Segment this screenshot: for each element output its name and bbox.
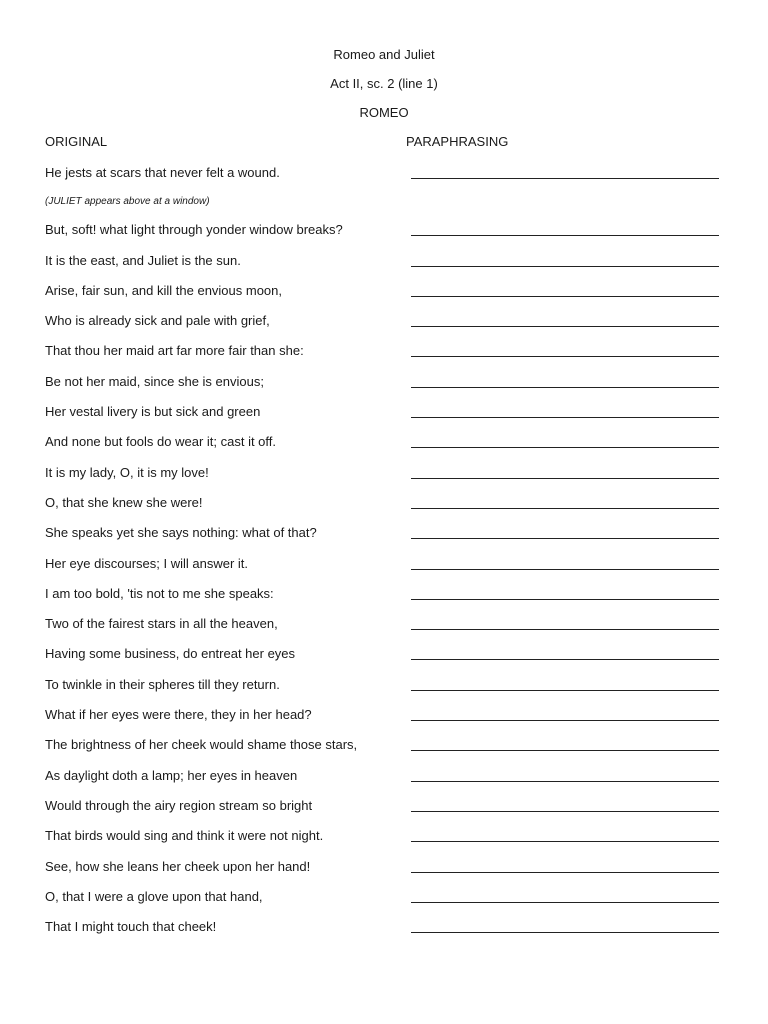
original-line-text: I am too bold, 'tis not to me she speaks: (45, 585, 274, 601)
line-row (0, 493, 768, 523)
original-line-text: But, soft! what light through yonder window breaks? (45, 222, 343, 238)
original-line-text: Would through the airy region stream so bright (45, 797, 313, 813)
paraphrase-blank-line[interactable] (411, 569, 719, 570)
line-row (0, 614, 768, 644)
paraphrase-blank-line[interactable] (411, 538, 719, 539)
original-line-text: That I might touch that cheek! (45, 919, 217, 935)
paraphrase-blank-line[interactable] (411, 235, 719, 236)
original-line-text: To twinkle in their spheres till they return. (45, 676, 280, 692)
line-row (0, 554, 768, 584)
original-line-text: O, that I were a glove upon that hand, (45, 888, 263, 904)
line-row (0, 705, 768, 735)
original-line-text: The brightness of her cheek would shame those stars, (45, 737, 358, 753)
paraphrase-blank-line[interactable] (411, 781, 719, 782)
original-line-text: Her vestal livery is but sick and green (45, 404, 261, 420)
line-row (0, 341, 768, 371)
stage-direction-row (0, 193, 768, 220)
paraphrase-blank-line[interactable] (411, 932, 719, 933)
paraphrase-blank-line[interactable] (411, 811, 719, 812)
original-line-text: Having some business, do entreat her eyes (45, 646, 296, 662)
original-line-text: O, that she knew she were! (45, 494, 203, 510)
line-row (0, 735, 768, 765)
line-row (0, 281, 768, 311)
line-row (0, 372, 768, 402)
paraphrase-blank-line[interactable] (411, 356, 719, 357)
line-list (0, 163, 768, 947)
document-title: Romeo and Juliet (333, 47, 435, 62)
column-header-paraphrasing: PARAPHRASING (406, 134, 509, 149)
original-line-text: What if her eyes were there, they in her head? (45, 707, 312, 723)
line-row (0, 796, 768, 826)
paraphrase-blank-line[interactable] (411, 387, 719, 388)
line-row (0, 523, 768, 553)
original-line-text: Arise, fair sun, and kill the envious moon, (45, 282, 283, 298)
original-line-text: He jests at scars that never felt a wound. (45, 165, 280, 180)
line-row (0, 584, 768, 614)
line-row (0, 432, 768, 462)
paraphrase-blank-line[interactable] (411, 178, 719, 179)
line-row (0, 826, 768, 856)
line-row (0, 251, 768, 281)
paraphrase-blank-line[interactable] (411, 326, 719, 327)
original-line-text: Be not her maid, since she is envious; (45, 373, 264, 389)
original-line-text: Her eye discourses; I will answer it. (45, 555, 249, 571)
paraphrase-blank-line[interactable] (411, 720, 719, 721)
original-line-text: As daylight doth a lamp; her eyes in heaven (45, 767, 298, 783)
original-line-text: That birds would sing and think it were not night. (45, 828, 324, 844)
line-row (0, 857, 768, 887)
paraphrase-blank-line[interactable] (411, 296, 719, 297)
line-row (0, 917, 768, 947)
paraphrase-blank-line[interactable] (411, 902, 719, 903)
paraphrase-blank-line[interactable] (411, 690, 719, 691)
paraphrase-blank-line[interactable] (411, 417, 719, 418)
original-line-text: See, how she leans her cheek upon her hand! (45, 858, 311, 874)
original-line-text: She speaks yet she says nothing: what of that? (45, 525, 317, 541)
line-row (0, 766, 768, 796)
paraphrase-blank-line[interactable] (411, 841, 719, 842)
line-row (0, 402, 768, 432)
original-line-text: It is my lady, O, it is my love! (45, 464, 209, 480)
paraphrase-blank-line[interactable] (411, 266, 719, 267)
paraphrase-blank-line[interactable] (411, 629, 719, 630)
paraphrase-blank-line[interactable] (411, 872, 719, 873)
original-line-text: That thou her maid art far more fair than she: (45, 343, 304, 359)
paraphrase-blank-line[interactable] (411, 508, 719, 509)
line-row (0, 675, 768, 705)
document-subtitle: Act II, sc. 2 (line 1) (330, 76, 438, 91)
original-line-text: Who is already sick and pale with grief, (45, 313, 270, 329)
paraphrase-blank-line[interactable] (411, 599, 719, 600)
stage-direction: (JULIET appears above at a window) (45, 196, 210, 208)
paraphrase-blank-line[interactable] (411, 478, 719, 479)
original-line-text: Two of the fairest stars in all the heaven, (45, 616, 278, 632)
line-row (0, 220, 768, 250)
speaker-name: ROMEO (359, 105, 409, 120)
line-row (0, 644, 768, 674)
paraphrase-blank-line[interactable] (411, 659, 719, 660)
paraphrase-blank-line[interactable] (411, 750, 719, 751)
line-row (0, 463, 768, 493)
paraphrase-blank-line[interactable] (411, 447, 719, 448)
line-row (0, 163, 768, 193)
original-line-text: It is the east, and Juliet is the sun. (45, 252, 241, 268)
line-row (0, 311, 768, 341)
column-header-original: ORIGINAL (45, 134, 108, 149)
line-row (0, 887, 768, 917)
original-line-text: And none but fools do wear it; cast it off. (45, 434, 277, 450)
